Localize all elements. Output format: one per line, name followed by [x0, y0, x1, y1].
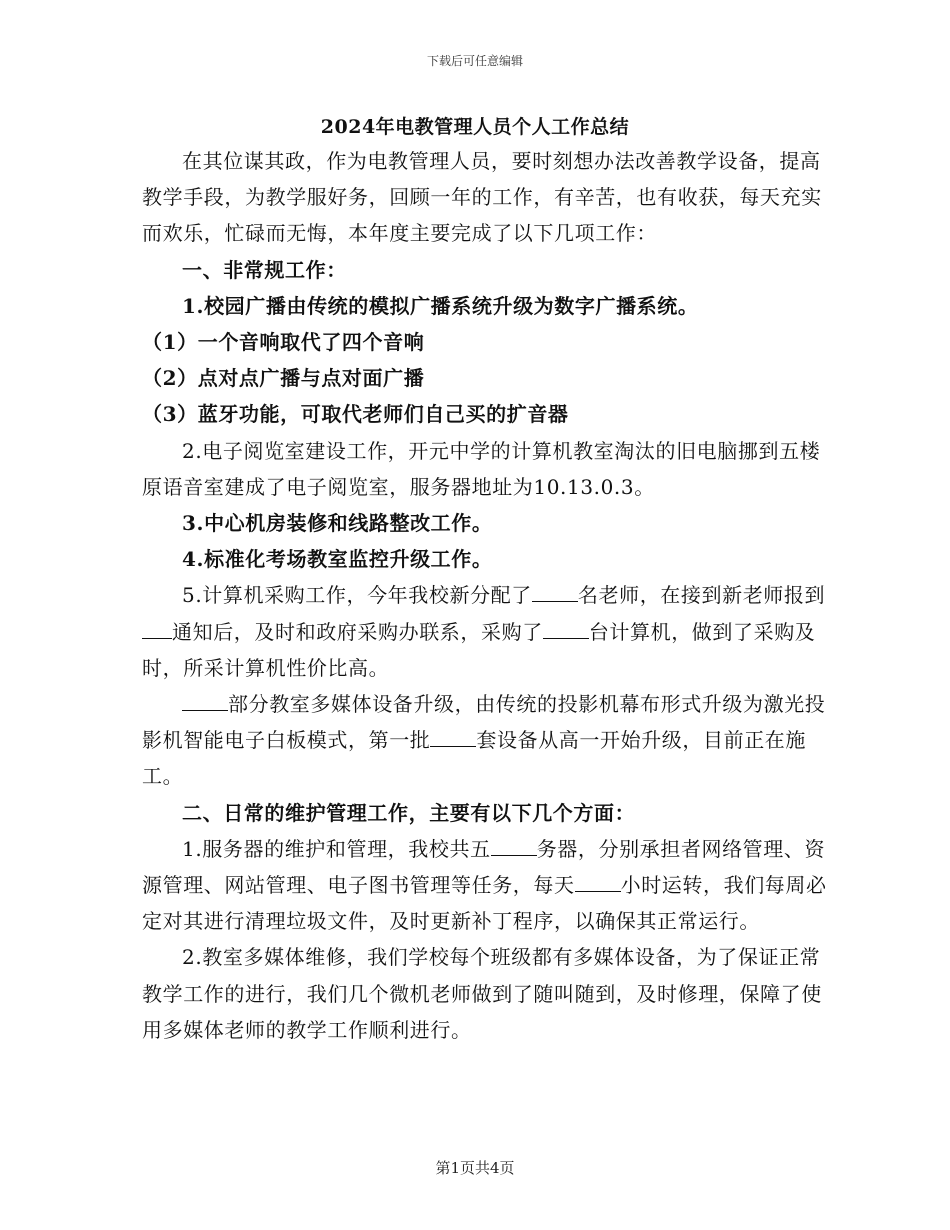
- section1-item4: 4.标准化考场教室监控升级工作。: [182, 547, 493, 572]
- fill-blank: [430, 728, 476, 747]
- section1-item5-part3: 通知后，及时和政府采购办联系，采购了: [172, 619, 543, 644]
- section1-item5-part2: 名老师，在接到新老师报到: [577, 583, 826, 608]
- section2-item1: [142, 831, 832, 940]
- section1-item5: [142, 577, 832, 686]
- section1-item5-part4: 台计算机，做到了采购及时，所采计算机性价比高。: [142, 619, 816, 680]
- section1-item6-part2: 套设备从高一开始升级，目前正在施工。: [142, 728, 807, 789]
- fill-blank: [532, 583, 578, 602]
- section1-item2: 2.电子阅览室建设工作，开元中学的计算机教室淘汰的旧电脑挪到五楼原语音室建成了电子阅览室，服务器地址为10.13.0.3。: [142, 438, 821, 499]
- section1-item1-sub1: （1）一个音响取代了四个音响: [142, 330, 425, 355]
- fill-blank: [142, 620, 172, 639]
- section2-item1-part2: 务器，分别承担者网络管理、资源管理、网站管理、电子图书管理等任务，每天: [142, 836, 826, 898]
- document-title: 2024年电教管理人员个人工作总结: [320, 116, 630, 138]
- section1-item1: 1.校园广播由传统的模拟广播系统升级为数字广播系统。: [182, 293, 699, 318]
- section1-item6-part1: 部分教室多媒体设备升级，由传统的投影机幕布形式升级为激光投影机智能电子白板模式，第一批: [142, 692, 826, 753]
- page-number: 第1页共4页: [435, 1159, 515, 1177]
- section1-item1-sub3: （3）蓝牙功能，可取代老师们自己买的扩音器: [142, 402, 569, 427]
- document-body: [142, 143, 832, 1048]
- section2-heading: 二、日常的维护管理工作，主要有以下几个方面：: [182, 800, 636, 825]
- section1-heading: 一、非常规工作：: [182, 257, 347, 282]
- fill-blank: [543, 620, 589, 639]
- section1-item5-part1: 5.计算机采购工作，今年我校新分配了: [182, 583, 532, 608]
- header-note: 下载后可任意编辑: [426, 54, 523, 68]
- section2-item1-part3: 小时运转，我们每周必定对其进行清理垃圾文件，及时更新补丁程序，以确保其正常运行。: [142, 873, 827, 934]
- fill-blank: [575, 873, 621, 892]
- fill-blank: [491, 837, 537, 856]
- section1-item1-sub2: （2）点对点广播与点对面广播: [142, 366, 425, 391]
- fill-blank: [182, 692, 228, 711]
- intro-paragraph: 在其位谋其政，作为电教管理人员，要时刻想办法改善教学设备，提高教学手段，为教学服好务，回顾一年的工作，有辛苦，也有收获，每天充实而欢乐，忙碌而无悔，本年度主要完成了以下几项工作：: [142, 149, 822, 246]
- section2-item2: 2.教室多媒体维修，我们学校每个班级都有多媒体设备，为了保证正常教学工作的进行，我们几个微机老师做到了随叫随到，及时修理，保障了使用多媒体老师的教学工作顺利进行。: [142, 945, 822, 1042]
- section2-item1-part1: 1.服务器的维护和管理，我校共五: [182, 836, 491, 861]
- section1-item6: [142, 686, 832, 795]
- section1-item3: 3.中心机房装修和线路整改工作。: [182, 511, 493, 536]
